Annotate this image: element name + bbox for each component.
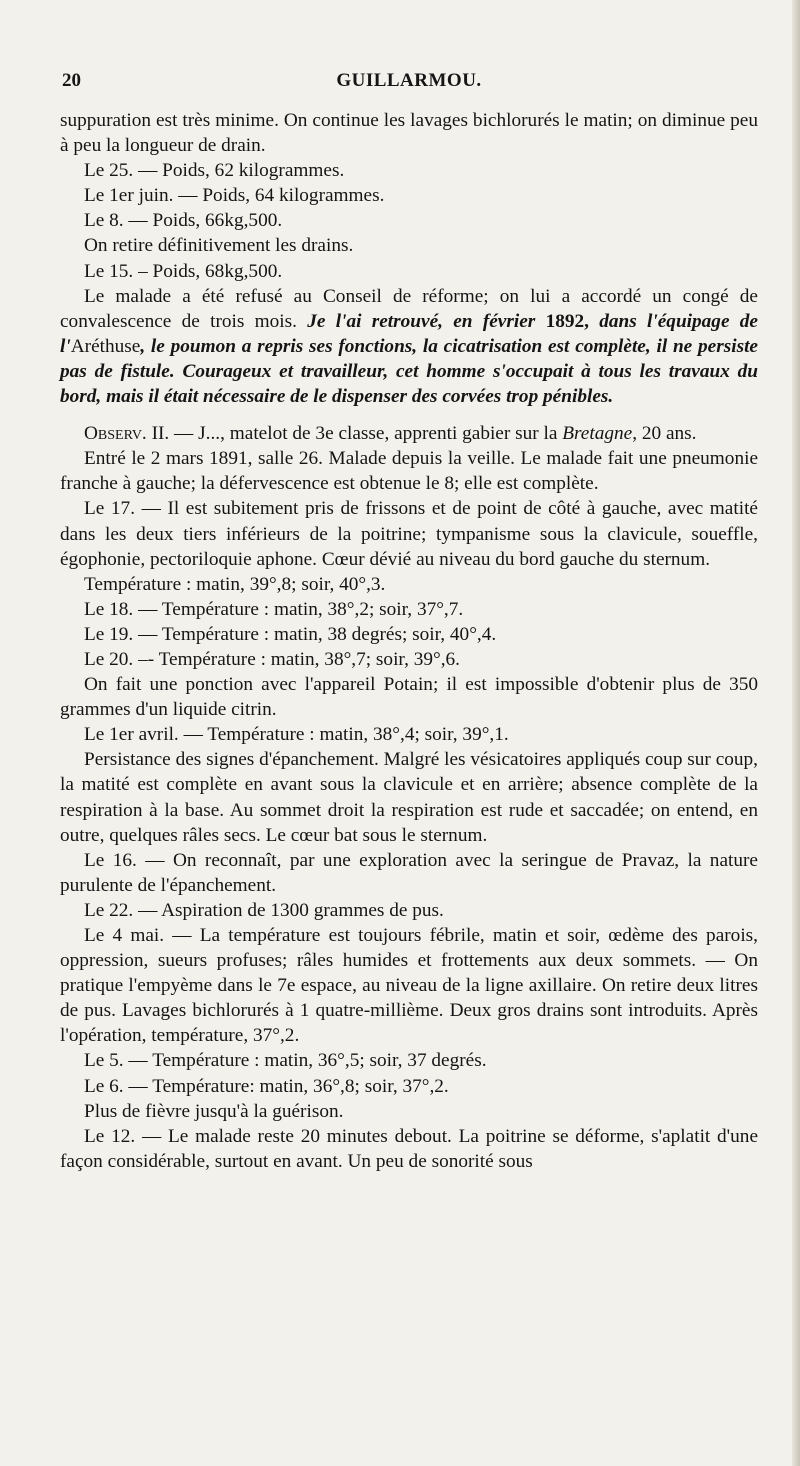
paragraph: Le 6. — Température: matin, 36°,8; soir, 37°,2. [84, 1075, 449, 1097]
paragraph: suppuration est très minime. On continue les lavages bichlorurés le matin; on diminue peu à peu la longueur de drain. [60, 110, 758, 157]
page-header [60, 66, 758, 96]
observation-label: Observ. II. [84, 423, 170, 445]
paragraph: Le 16. — On reconnaît, par une exploration avec la seringue de Pravaz, la nature purulente de l'épanchement. [60, 849, 758, 896]
paragraph: Le 1er juin. — Poids, 64 kilogrammes. [84, 185, 385, 207]
running-title: GUILLARMOU. [336, 70, 482, 91]
text-run: 1892, [535, 310, 600, 332]
paragraph: Le 17. — Il est subitement pris de frissons et de point de côté à gauche, avec matité dans les deux tiers inférieurs de la poitrine; tympanisme sous la clavicule, soueffle, égophonie, pectoriloquie aphone. Cœur dévié au niveau du bord gauche du sternum. [60, 498, 758, 570]
paragraph: On retire définitivement les drains. [84, 235, 354, 257]
observation-heading [60, 421, 758, 446]
paragraph: Plus de fièvre jusqu'à la guérison. [84, 1100, 344, 1122]
ship-name: Bretagne [562, 423, 633, 445]
paragraph: Le 15. – Poids, 68kg,500. [84, 260, 283, 282]
paragraph: Le 8. — Poids, 66kg,500. [84, 210, 283, 232]
paragraph: Le 19. — Température : matin, 38 degrés; soir, 40°,4. [84, 623, 497, 645]
text-run: — J..., matelot de 3e classe, apprenti gabier sur la [169, 423, 563, 445]
paragraph: On fait une ponction avec l'appareil Potain; il est impossible d'obtenir plus de 350 grammes d'un liquide citrin. [60, 674, 758, 721]
text-run-italic: , le poumon a repris ses fonctions, la cicatrisation est complète, il ne persiste pas de fistule. Courageux et travailleur, cet homme s'occupait à tous les travaux du bord, mais il était nécessaire de le dispenser des corvées trop pénibles. [60, 335, 758, 408]
page-edge-shadow [792, 0, 800, 1466]
paragraph: Le 4 mai. — La température est toujours fébrile, matin et soir, œdème des parois, oppression, sueurs profuses; râles humides et frottements aux deux sommets. — On pratique l'empyème dans le 7e espace, au niveau de la ligne axillaire. On retire deux litres de pus. Lavages bichlorurés à 1 quatre-millième. Deux gros drains sont introduits. Après l'opération, température, 37°,2. [60, 925, 758, 1047]
paragraph: Le 22. — Aspiration de 1300 grammes de pus. [84, 899, 444, 921]
paragraph: Le 12. — Le malade reste 20 minutes debout. La poitrine se déforme, s'aplatit d'une façon considérable, surtout en avant. Un peu de sonorité sous [60, 1125, 758, 1172]
ship-name: Aréthuse [70, 335, 141, 357]
page-body [60, 108, 758, 1174]
paragraph [60, 284, 758, 409]
paragraph: Entré le 2 mars 1891, salle 26. Malade depuis la veille. Le malade fait une pneumonie franche à gauche; la défervescence est obtenue le 8; elle est complète. [60, 448, 758, 495]
text-run-italic: dans l'équipage de l' [60, 310, 758, 357]
text-run: Le malade a été refusé au Conseil de réforme; on lui a accordé un congé de convalescence de trois mois. [60, 285, 758, 332]
paragraph: Le 25. — Poids, 62 kilogrammes. [84, 160, 345, 182]
paragraph: Le 20. –- Température : matin, 38°,7; soir, 39°,6. [84, 648, 460, 670]
paragraph: Température : matin, 39°,8; soir, 40°,3. [84, 573, 386, 595]
page-number: 20 [62, 70, 81, 91]
paragraph: Le 1er avril. — Température : matin, 38°,4; soir, 39°,1. [84, 724, 509, 746]
text-run: , 20 ans. [632, 423, 697, 445]
text-run-italic: Je l'ai retrouvé, en février [307, 310, 536, 332]
paragraph: Le 18. — Température : matin, 38°,2; soir, 37°,7. [84, 598, 464, 620]
paragraph: Le 5. — Température : matin, 36°,5; soir, 37 degrés. [84, 1050, 487, 1072]
paragraph: Persistance des signes d'épanchement. Malgré les vésicatoires appliqués coup sur coup, la matité est complète en avant sous la clavicule et en arrière; absence complète de la respiration à la base. Au sommet droit la respiration est rude et saccadée; on entend, en outre, quelques râles secs. Le cœur bat sous le sternum. [60, 749, 758, 846]
